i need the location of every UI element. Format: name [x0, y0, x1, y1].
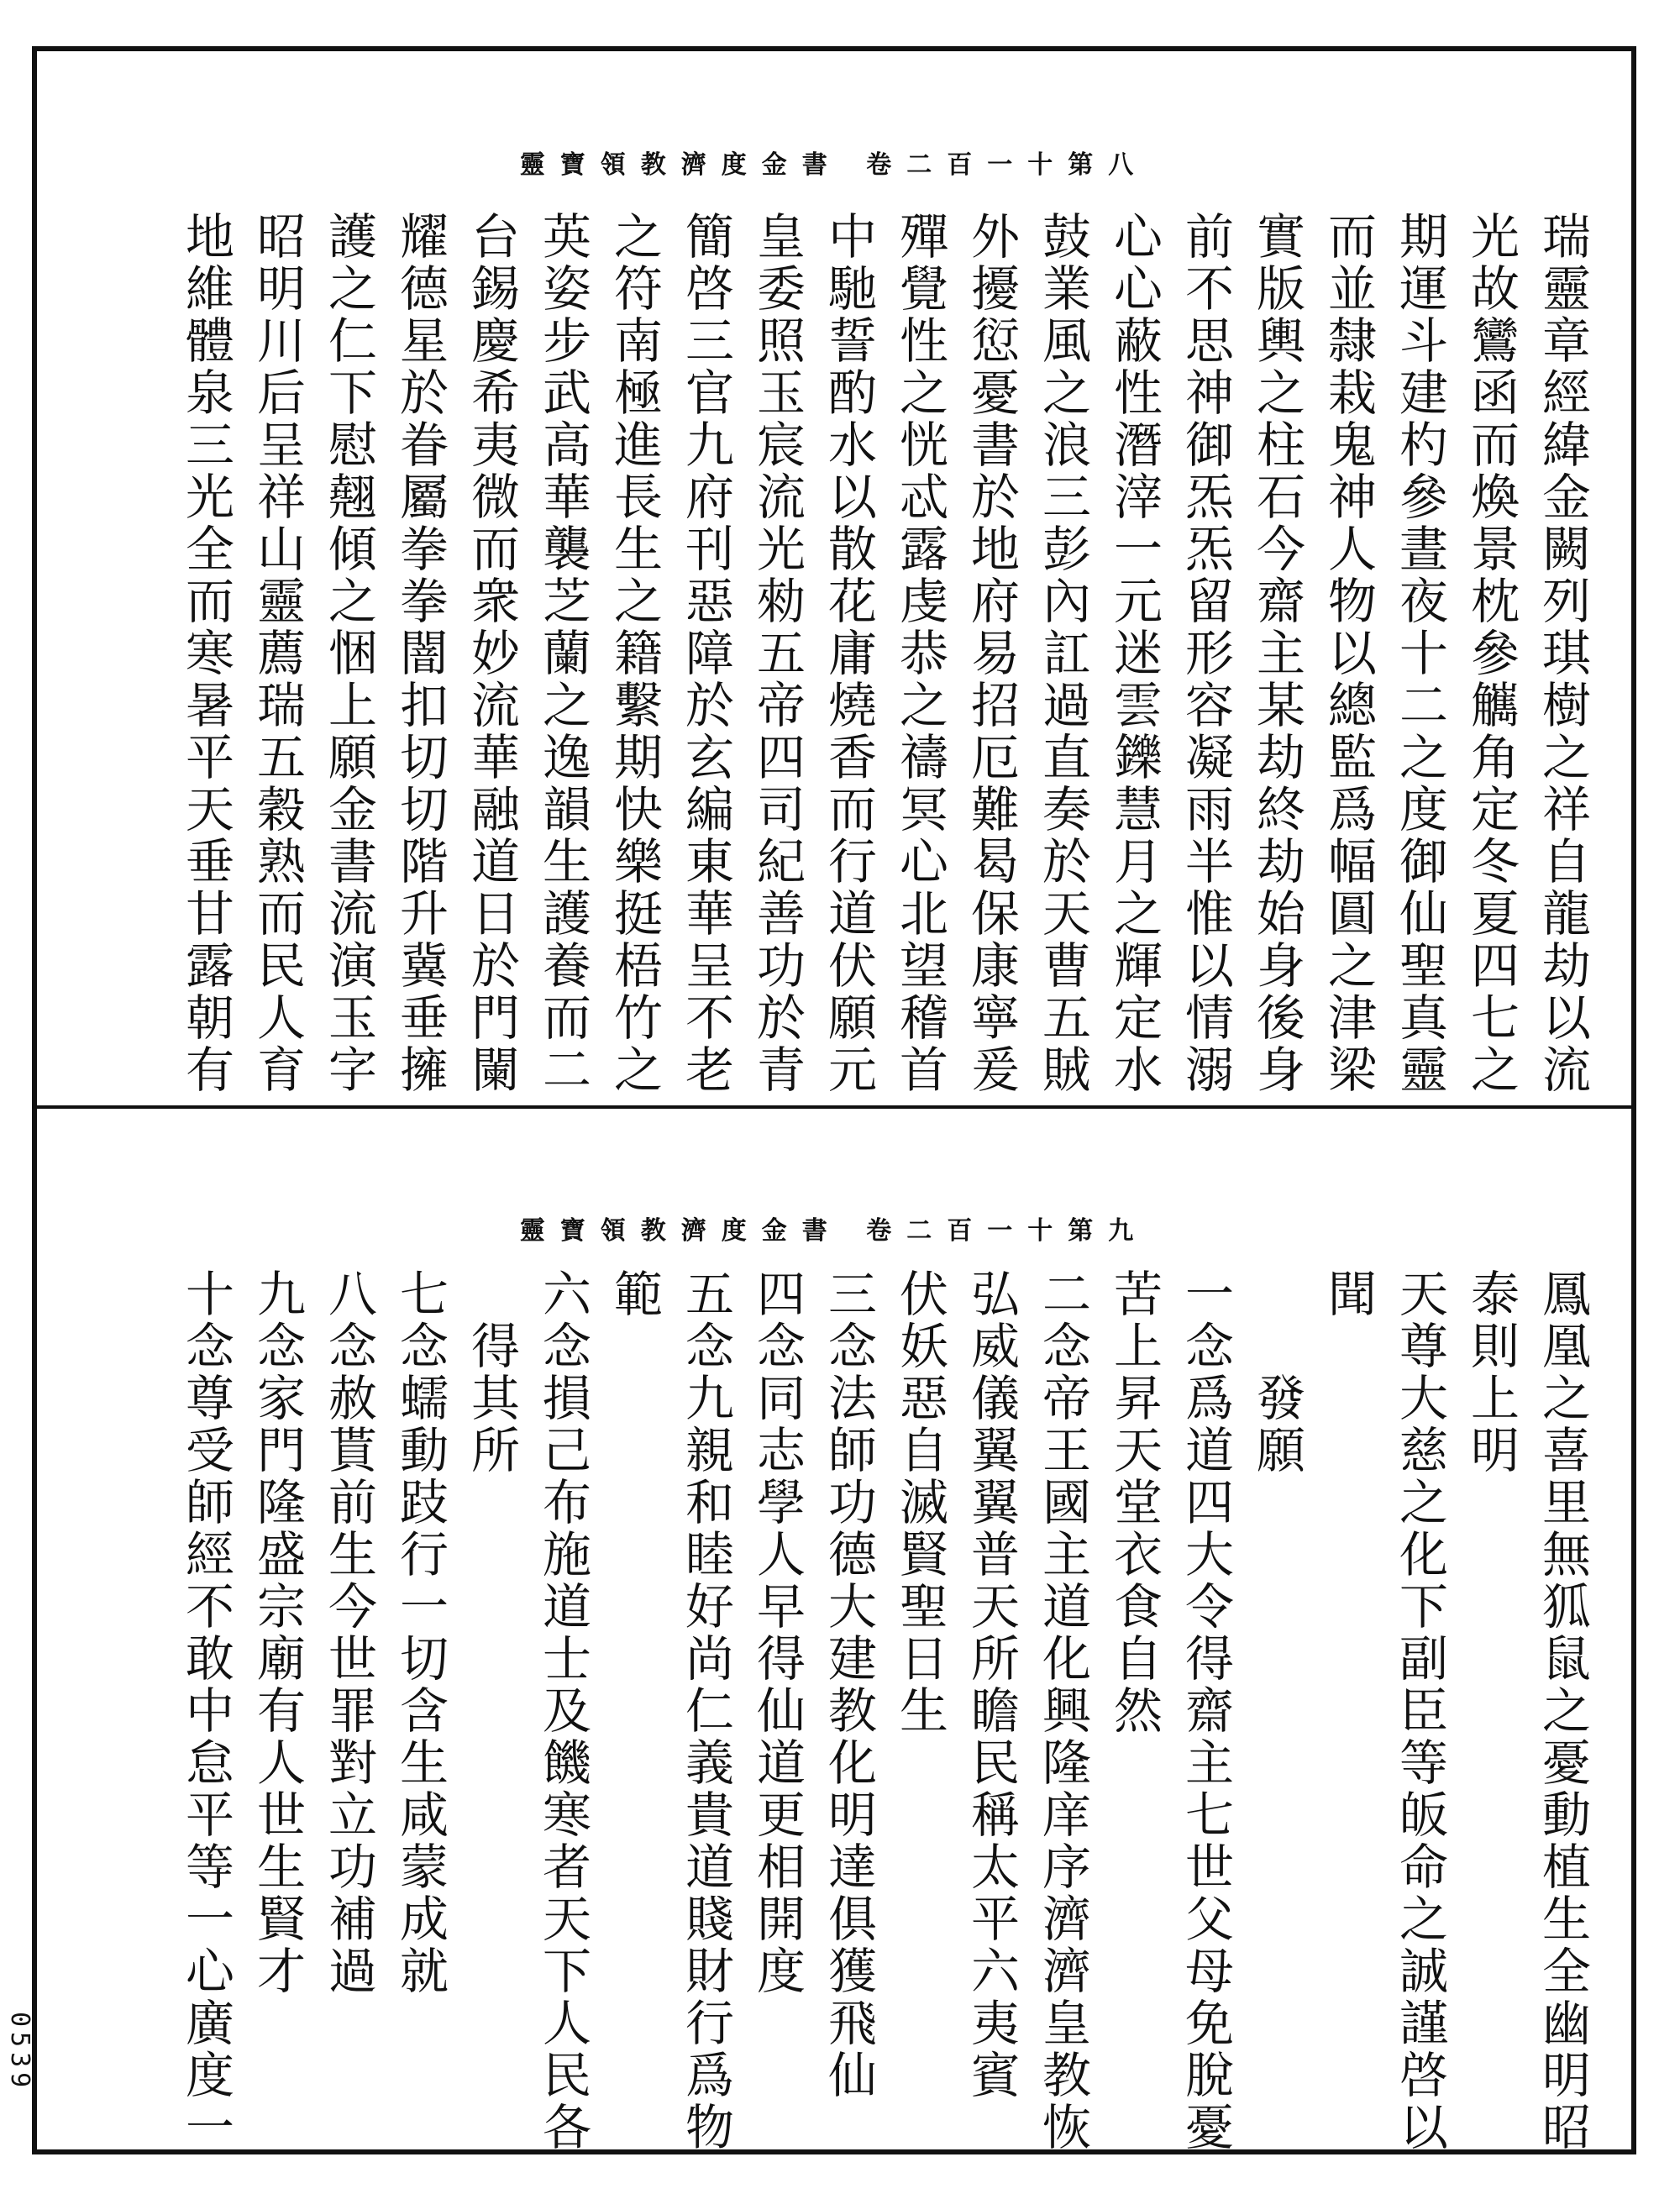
text-column: 範 — [606, 1268, 663, 1320]
text-column: 皇委照玉宸流光勑五帝四司紀善功於青 — [748, 211, 806, 1096]
text-column: 台錫慶希夷微而衆妙流華融道日於門闌 — [463, 211, 520, 1096]
text-column: 鼓業風之浪三彭內訌過直奏於天曹五賊 — [1034, 211, 1091, 1096]
top-text-columns — [71, 211, 1598, 1096]
text-column: 得其所 — [463, 1268, 520, 1477]
text-column: 簡啓三官九府刊惡障於玄編東華呈不老 — [677, 211, 734, 1096]
text-column: 而並隸栽鬼神人物以總監爲幅圓之津梁 — [1320, 211, 1377, 1096]
text-column: 弘威儀翼翼普天所瞻民稱太平六夷賓 — [963, 1268, 1020, 2102]
text-column: 耀德星於眷屬拳拳闇扣切切階升冀垂擁 — [391, 211, 449, 1096]
text-column: 護之仁下慰翹傾之悃上願金書流演玉字 — [320, 211, 377, 1096]
text-column: 中馳誓酌水以散花庸燒香而行道伏願元 — [820, 211, 877, 1096]
text-column: 聞 — [1320, 1268, 1377, 1320]
text-column: 昭明川后呈祥山靈薦瑞五穀熟而民人育 — [249, 211, 306, 1096]
text-column: 瑞靈章經緯金闕列琪樹之祥自龍劫以流 — [1534, 211, 1591, 1096]
bottom-text-columns — [71, 1268, 1598, 2154]
page-frame — [32, 46, 1636, 2154]
text-column: 四念同志學人早得仙道更相開度 — [748, 1268, 806, 1997]
text-column: 泰則上明 — [1462, 1268, 1520, 1477]
top-page-header: 靈寶領教濟度金書 卷二百一十第八 — [519, 150, 1149, 180]
text-column: 天尊大慈之化下副臣等皈命之誠謹啓以 — [1391, 1268, 1448, 2154]
text-column: 十念尊受師經不敢中怠平等一心廣度一 — [177, 1268, 234, 2154]
page-number: 0539 — [5, 2012, 34, 2093]
text-column: 鳳凰之喜里無狐鼠之憂動植生全幽明昭 — [1534, 1268, 1591, 2154]
text-column: 五念九親和睦好尚仁義貴道賤財行爲物 — [677, 1268, 734, 2154]
text-column: 伏妖惡自滅賢聖日生 — [891, 1268, 948, 1737]
bottom-page-header: 靈寶領教濟度金書 卷二百一十第九 — [519, 1216, 1149, 1246]
text-column: 外擾愆憂書於地府易招厄難曷保康寧爰 — [963, 211, 1020, 1096]
text-column: 心心蔽性潛滓一元迷雲鑠慧月之輝定水 — [1105, 211, 1163, 1096]
text-column: 期運斗建杓參晝夜十二之度御仙聖真靈 — [1391, 211, 1448, 1096]
text-column: 九念家門隆盛宗廟有人世生賢才 — [249, 1268, 306, 1997]
top-half-page — [37, 51, 1631, 1105]
text-column: 三念法師功德大建教化明達俱獲飛仙 — [820, 1268, 877, 2102]
text-column: 實版輿之柱石今齋主某劫終劫始身後身 — [1248, 211, 1305, 1096]
text-column: 八念赦貰前生今世罪對立功補過 — [320, 1268, 377, 1997]
text-column: 光故鸞函而煥景枕參觽角定冬夏四七之 — [1462, 211, 1520, 1096]
text-column: 之符南極進長生之籍繫期快樂挺梧竹之 — [606, 211, 663, 1096]
text-column: 發願 — [1248, 1268, 1305, 1477]
text-column: 六念損己布施道士及饑寒者天下人民各 — [534, 1268, 591, 2154]
text-column: 英姿步武高華襲芝蘭之逸韻生護養而二 — [534, 211, 591, 1096]
text-column: 地維體泉三光全而寒暑平天垂甘露朝有 — [177, 211, 234, 1096]
text-column: 前不思神御炁炁留形容凝雨半惟以情溺 — [1177, 211, 1234, 1096]
bottom-half-page — [37, 1109, 1631, 2154]
text-column: 殫覺性之恍忒露虔恭之禱冥心北望稽首 — [891, 211, 948, 1096]
text-column: 七念蠕動跂行一切含生咸蒙成就 — [391, 1268, 449, 1997]
text-column: 二念帝王國主道化興隆庠序濟濟皇教恢 — [1034, 1268, 1091, 2154]
text-column: 一念爲道四大令得齋主七世父母免脫憂 — [1177, 1268, 1234, 2154]
text-column: 苦上昇天堂衣食自然 — [1105, 1268, 1163, 1737]
